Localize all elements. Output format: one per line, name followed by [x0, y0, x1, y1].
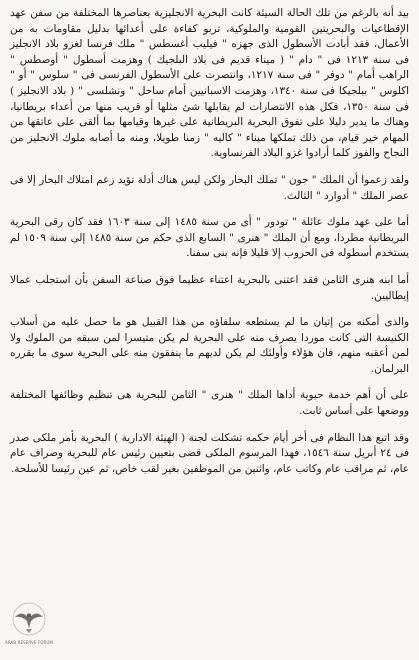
forum-watermark	[2, 602, 56, 658]
paragraph-6: على أن أهم خدمة حيوية أداها الملك " هنرى " الثامن للبحرية هى تنظيم وظائفها المختلفة ووضعها على أساس ثابت.	[10, 389, 409, 418]
watermark-text: ARAB RESERVE FORUM	[5, 640, 53, 645]
paragraph-7: وقد اتبع هذا النظام فى أخر أيام حكمه تشكلت لجنة ( الهيئة الادارية ) البحرية بأمر ملكى صدر فى ٢٤ أبريل سنة ١٥٤٦، فهذا المرسوم الملكى قضى بتعيين رئيس عام للبحرية وصراف عام عام، ثم مراقب عام وكاتب عام، واثنين من الموظفين بغير لقب خاص، ثم عين رئيسا للأسلحة.	[10, 431, 409, 475]
paragraph-1: بيد أنه بالرغم من تلك الحالة السيئة كانت البحرية الانجليزية بعناصرها المختلفة من سفن عهد الإقطاعيات والبحريتين القومية والملوكية، تربو كفاءة على أعدائها بدليل مقاومات به من الأعمال، فقد أبادت الأسطول الذى جهزه " فيليب أغسطس " ملك فرنسا لغزو بلاد الانجليز فى سنة ١٢١٣ فى " دام " ( ميناء قديم فى بلاد البلجيك ) وهزمت أسطول " أوصطس " الراهب أمام " دوفر " فى سنة ١٢١٧، وانتصرت على الأسطول الفرنسى فى " سلوس " أو " اكلوس " ببلجيكا فى سنة ١٣٤٠، وهزمت الاسبانيين أمام ساحل " ونشلسى " ( بلاد الانجليز ) فى سنة ١٣٥٠، فكل هذه الانتصارات لم يقابلها شئ مثلها أو قريب منها من أعداء بريطانيا، وهناك ما يدير دليلا على تفوق البحرية البريطانية على غيرها وقيامها بما ألقى على عاتقها من المهام خير قيام، من ذلك تملكها ميناء " كاليه " زمنا طويلا، ومنه ما أصابه ملوك الانجليز من النجاح والفوز كلما أرادوا غزو البلاد الفرنساوية.	[10, 7, 409, 160]
eagle-logo-icon	[12, 602, 46, 636]
paragraph-2: ولقد زعموا أن الملك " جون " تملك البحار ولكن ليس هناك أدلة تؤيد زعم امتلاك البحار إلا فى عصر الملك " أدوارد " الثالث.	[10, 173, 409, 202]
paragraph-4: أما ابنه هنرى الثامن فقد اعتنى بالبحرية اعتناء عظيما فوق صناعة السفن بأن استجلب عمالا إيطاليين.	[10, 273, 409, 302]
paragraph-3: أما على عهد ملوك عائلة " تودور " أى من سنة ١٤٨٥ إلى سنة ١٦٠٣ فقد كان رقى البحرية البريطانية مطردا، ومع أن الملك " هنرى " السابع الذى حكم من سنة ١٤٨٥ إلى سنة ١٥٠٩ لم يستخدم أسطوله فى الحروب إلا قليلا فإنه بنى سفنا.	[10, 216, 409, 260]
paragraph-5: والذى أمكنه من إتيان ما لم يستطعه سلفاؤه من هذا القبيل هو ما حصل عليه من أسلاب الكنيسة التى كانت موردا يصرف منه على البحرية لم يكن متيسرا لمن سبقه من الملوك ولا لمن أعقبه منهم، فان هؤلاء وأولئك لم يكن لديهم ما ينفقون منه على البحرية سوى ما يقرره البرلمان.	[10, 316, 409, 375]
